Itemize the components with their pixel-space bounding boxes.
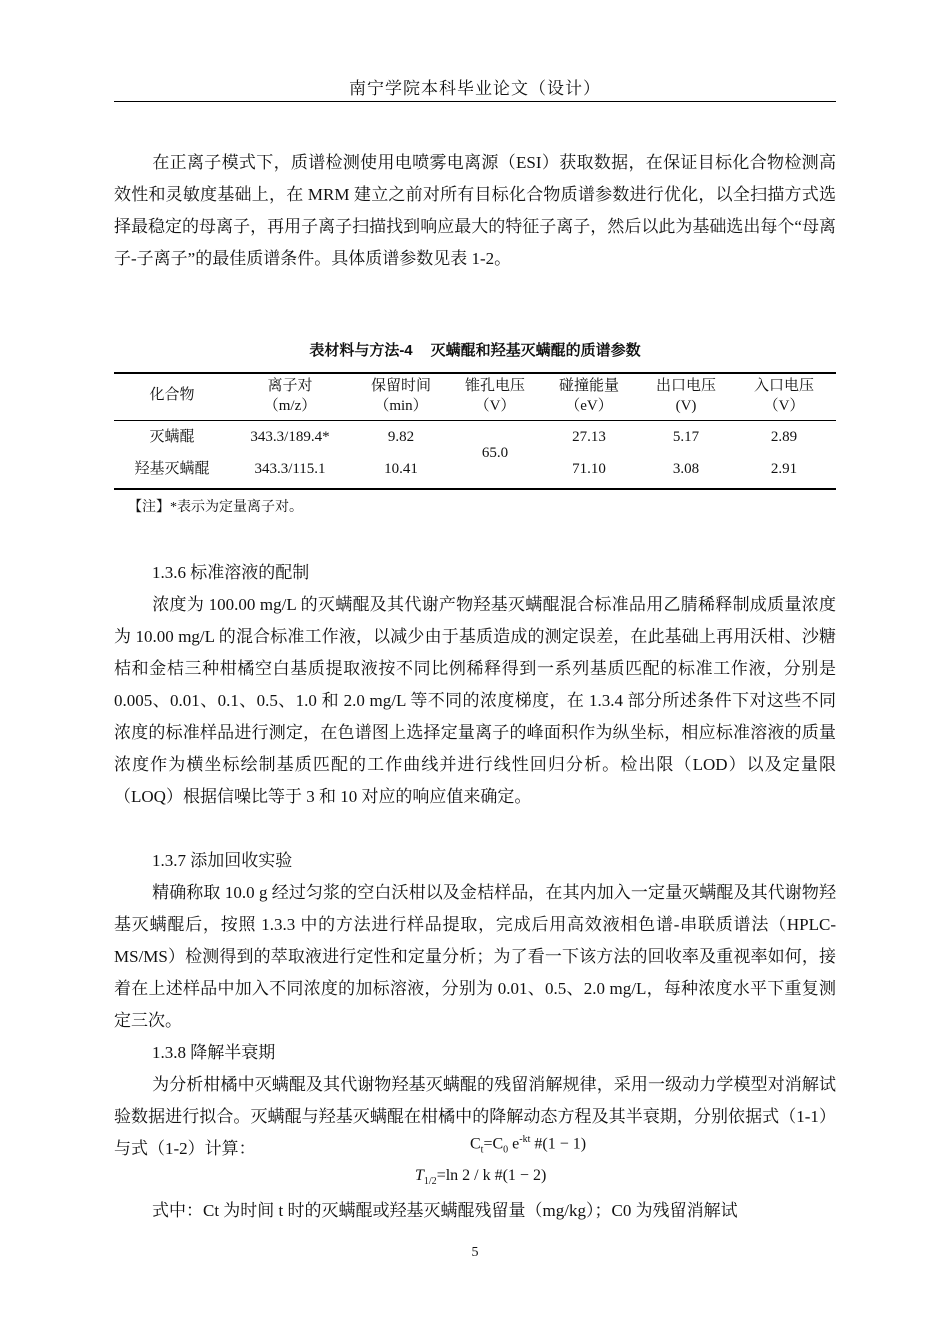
equation-1-1: $C_t=C_0$ $e^{-kt}$ #(1 − 1) <box>470 1134 587 1156</box>
header-cell-collision-energy: 碰撞能量 （eV） <box>558 378 619 414</box>
section-1-3-7-body: 精确称取 10.0 g 经过匀浆的空白沃柑以及金桔样品，在其内加入一定量灭螨醌及其代谢物羟基灭螨醌后，按照 1.3.3 中的方法进行样品提取，完成后用高效液相色谱-串联质谱法（HPLC-MS/MS）检测得到的萃取液进行定性和定量分析；为了看一下该方法的回收率及重视率如何，接着在上述样品中加入不同浓度的加标溶液，分别为 0.01、0.5、2.0 mg/L，每种浓度水平下重复测定三次。 <box>114 883 836 1030</box>
table-cell: 5.17 <box>672 429 700 445</box>
table-header-rule <box>114 420 836 421</box>
header-cell-cone-voltage: 锥孔电压 （V） <box>464 378 525 414</box>
section-1-3-8-body: 为分析柑橘中灭螨醌及其代谢物羟基灭螨醌的残留消解规律，采用一级动力学模型对消解试验数据进行拟合。灭螨醌与羟基灭螨醌在柑橘中的降解动态方程及其半衰期，分别依据式（1-1）与式（1-2）计算： <box>114 1075 836 1158</box>
header-cell-entry-voltage: 入口电压 （V） <box>753 378 814 414</box>
intro-text: 在正离子模式下，质谱检测使用电喷雾电离源（ESI）获取数据，在保证目标化合物检测高效性和灵敏度基础上，在 MRM 建立之前对所有目标化合物质谱参数进行优化，以全扫描方式选择最稳定的母离子，再用子离子扫描找到响应最大的特征子离子，然后以此为基础选出每个“母离子-子离子”的最佳质谱条件。具体质谱参数见表 1-2。 <box>114 153 836 268</box>
table-bottom-rule <box>114 488 836 490</box>
header-cell-ion-pair: 离子对 （m/z） <box>263 378 317 414</box>
header-cell-compound: 化合物 <box>149 387 195 403</box>
table-cell: 10.41 <box>384 461 418 477</box>
table-cell: 3.08 <box>672 461 700 477</box>
section-1-3-6-body: 浓度为 100.00 mg/L 的灭螨醌及其代谢产物羟基灭螨醌混合标准品用乙腈稀释制成质量浓度为 10.00 mg/L 的混合标准工作液，以减少由于基质造成的测定误差，在此基础上再用沃柑、沙糖桔和金桔三种柑橘空白基质提取液按不同比例稀释得到一系列基质匹配的标准工作液，分别是 0.005、0.01、0.1、0.5、1.0 和 2.0 mg/L 等不同的浓度梯度，在 1.3.4 部分所述条件下对这些不同浓度的标准样品进行测定，在色谱图上选择定量离子的峰面积作为纵坐标，相应标准溶液的质量浓度作为横坐标绘制基质匹配的工作曲线并进行线性回归分析。检出限（LOD）以及定量限（LOQ）根据信噪比等于 3 和 10 对应的响应值来确定。 <box>114 595 836 806</box>
header-cell-exit-voltage: 出口电压 (V) <box>655 378 716 414</box>
table-cell-merged: 65.0 <box>481 445 509 461</box>
equation-1-2: $T_{1/2}=\ln$ 2 / k #(1 − 2) <box>415 1167 547 1188</box>
table-cell: 9.82 <box>387 429 415 445</box>
section-heading-1-3-7: 1.3.7 添加回收实验 <box>152 851 293 870</box>
table-cell: 343.3/115.1 <box>254 461 326 477</box>
table-top-rule <box>114 372 836 374</box>
caption-label: 表材料与方法-4 <box>309 342 413 359</box>
table-cell: 27.13 <box>572 429 606 445</box>
header-divider <box>114 101 836 102</box>
table-caption <box>114 339 836 360</box>
table-cell: 2.89 <box>770 429 798 445</box>
header-cell-retention-time: 保留时间 （min） <box>370 378 431 414</box>
mass-spec-parameters-table <box>114 372 836 490</box>
page-number: 5 <box>471 1245 479 1260</box>
table-cell: 71.10 <box>572 461 606 477</box>
intro-paragraph <box>114 147 836 275</box>
section-heading-1-3-6: 1.3.6 标准溶液的配制 <box>152 563 310 582</box>
section-heading-1-3-8: 1.3.8 降解半衰期 <box>152 1043 276 1062</box>
table-cell: 羟基灭螨醌 <box>134 461 210 477</box>
table-note: 【注】*表示为定量离子对。 <box>128 500 303 515</box>
table-cell: 343.3/189.4* <box>250 429 330 445</box>
caption-text: 灭螨醌和羟基灭螨醌的质谱参数 <box>430 342 641 359</box>
running-header: 南宁学院本科毕业论文（设计） <box>349 79 601 98</box>
table-cell: 灭螨醌 <box>149 429 195 445</box>
table-cell: 2.91 <box>770 461 798 477</box>
variable-definition: 式中：Ct 为时间 t 时的灭螨醌或羟基灭螨醌残留量（mg/kg）；C0 为残留消解试 <box>152 1201 738 1220</box>
